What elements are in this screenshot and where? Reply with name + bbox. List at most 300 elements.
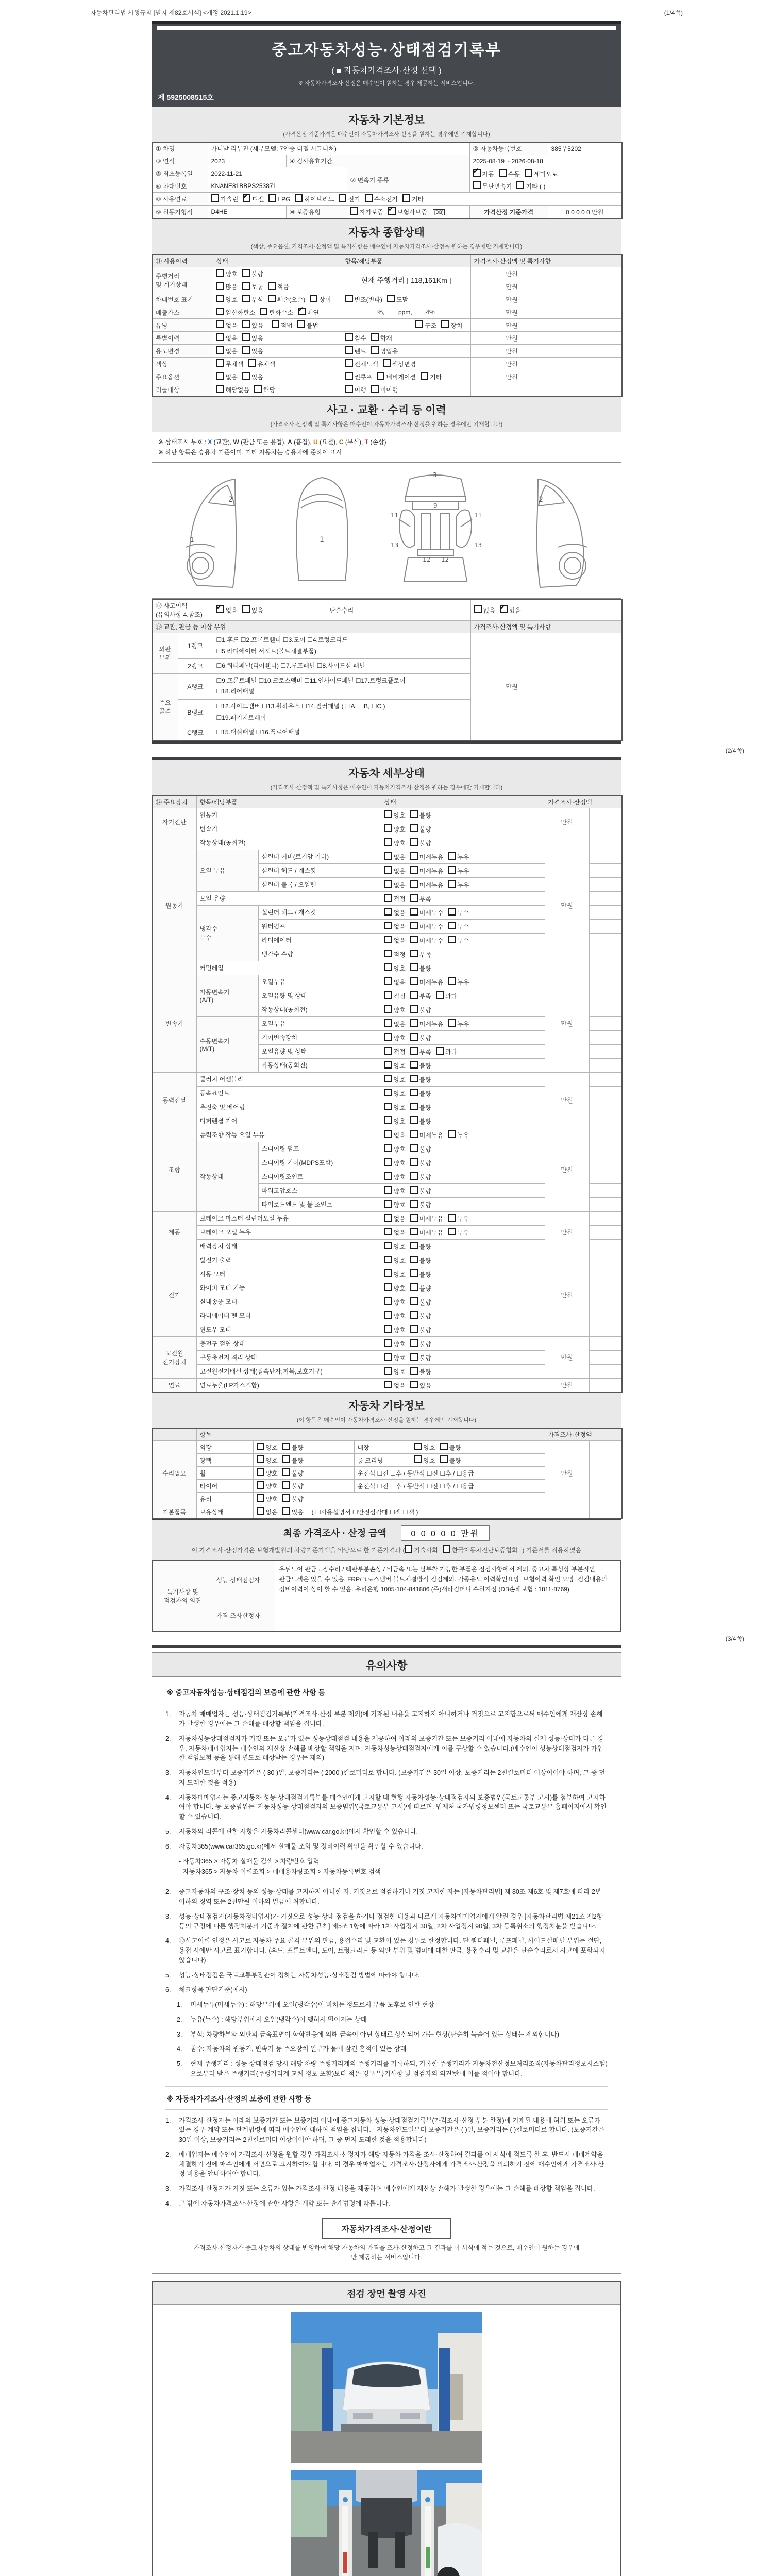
checkbox-icon[interactable] xyxy=(242,333,250,341)
checkbox-icon[interactable] xyxy=(448,1019,456,1027)
checkbox-icon[interactable] xyxy=(384,810,392,818)
checkbox-icon[interactable] xyxy=(410,866,418,874)
checkbox-icon[interactable] xyxy=(410,838,418,846)
checkbox-icon[interactable] xyxy=(384,1116,392,1124)
checkbox-icon[interactable] xyxy=(499,169,507,177)
checkbox-option[interactable]: 양호 xyxy=(384,1116,406,1126)
checkbox-icon[interactable] xyxy=(384,1256,392,1263)
checkbox-icon[interactable] xyxy=(384,1339,392,1347)
checkbox-icon[interactable] xyxy=(448,1228,456,1235)
checkbox-option[interactable]: 구조 xyxy=(415,320,436,330)
checkbox-icon[interactable] xyxy=(410,1172,418,1180)
checkbox-option[interactable]: 미세누유 xyxy=(410,977,443,987)
checkbox-option[interactable]: 자가보증 xyxy=(350,207,383,216)
checkbox-option[interactable]: 미세누유 xyxy=(410,1019,443,1028)
checkbox-icon[interactable] xyxy=(257,1507,264,1515)
checkbox-icon[interactable] xyxy=(410,1019,418,1027)
checkbox-icon[interactable] xyxy=(410,963,418,971)
rank-items[interactable]: ☐15.대쉬패널 ☐16.플로어패널 xyxy=(213,725,470,740)
checkbox-option[interactable]: 불량 xyxy=(410,1103,431,1112)
checkbox-option[interactable]: 적음 xyxy=(268,282,289,291)
frame-number-12b[interactable]: 12 xyxy=(441,556,449,563)
checkbox-icon[interactable] xyxy=(384,880,392,888)
checkbox-option[interactable]: 미세누유 xyxy=(410,1228,443,1237)
checkbox-icon[interactable] xyxy=(268,282,276,290)
checkbox-icon[interactable] xyxy=(384,1075,392,1082)
checkbox-option[interactable]: 불량 xyxy=(282,1443,304,1452)
rank-items[interactable]: ☐12.사이드멤버 ☐13.휠하우스 ☐14.필러패널 ( ☐A, ☐B, ☐C ) ☐19.패키지트레이 xyxy=(213,699,470,725)
price-cell[interactable]: 만원 xyxy=(470,332,553,345)
checkbox-option[interactable]: 불량 xyxy=(410,1061,431,1070)
checkbox-icon[interactable] xyxy=(295,194,303,202)
checkbox-icon[interactable] xyxy=(410,1311,418,1319)
checkbox-icon[interactable] xyxy=(410,1061,418,1069)
checkbox-option[interactable]: 불량 xyxy=(410,1144,431,1154)
checkbox-icon[interactable] xyxy=(345,372,353,380)
checkbox-option[interactable]: 미이행 xyxy=(371,385,398,394)
checkbox-icon[interactable] xyxy=(384,1242,392,1249)
checkbox-icon[interactable] xyxy=(516,181,524,189)
checkbox-icon[interactable] xyxy=(402,194,410,202)
checkbox-icon[interactable] xyxy=(440,1455,448,1463)
checkbox-icon[interactable] xyxy=(387,295,395,302)
checkbox-icon[interactable] xyxy=(216,295,224,302)
checkbox-icon[interactable] xyxy=(410,880,418,888)
checkbox-option[interactable]: 불량 xyxy=(242,269,263,278)
checkbox-option[interactable]: 한국자동차진단보증협회 xyxy=(443,1545,518,1554)
checkbox-option[interactable]: 양호 xyxy=(257,1468,278,1478)
checkbox-option[interactable]: 불량 xyxy=(440,1443,461,1452)
checkbox-option[interactable]: 불량 xyxy=(410,1283,431,1293)
checkbox-option[interactable]: 무채색 xyxy=(216,359,244,368)
checkbox-icon[interactable] xyxy=(410,1269,418,1277)
checkbox-icon[interactable] xyxy=(242,372,250,380)
checkbox-option[interactable]: 썬루프 xyxy=(345,372,373,381)
checkbox-option[interactable]: 변조(변타) xyxy=(345,295,382,304)
price-cell[interactable]: 만원 xyxy=(470,293,553,306)
checkbox-icon[interactable] xyxy=(410,977,418,985)
rank-items[interactable]: ☐6.쿼터패널(리어휀더) ☐7.루프패널 ☐8.사이드실 패널 xyxy=(213,659,470,674)
checkbox-icon[interactable] xyxy=(410,1047,418,1055)
checkbox-icon[interactable] xyxy=(310,295,317,302)
checkbox-icon[interactable] xyxy=(384,866,392,874)
checkbox-option[interactable]: 가솔린 xyxy=(211,194,239,204)
checkbox-icon[interactable] xyxy=(410,1339,418,1347)
checkbox-option[interactable]: 양호 xyxy=(384,1297,406,1307)
checkbox-option[interactable]: 적정 xyxy=(384,1047,406,1056)
checkbox-icon[interactable] xyxy=(448,1214,456,1222)
checkbox-option[interactable]: 양호 xyxy=(257,1455,278,1465)
checkbox-option[interactable]: ✔ 디젤 xyxy=(243,194,264,204)
checkbox-option[interactable]: 양호 xyxy=(384,1256,406,1265)
checkbox-option[interactable]: 없음 xyxy=(384,1130,406,1140)
checkbox-option[interactable]: 있음 xyxy=(242,320,263,330)
checkbox-option[interactable]: 세미오토 xyxy=(525,169,558,178)
checkbox-icon[interactable] xyxy=(242,605,250,613)
checkbox-option[interactable]: 불량 xyxy=(410,1158,431,1167)
checkbox-option[interactable]: 수동 xyxy=(499,169,520,178)
checkbox-option[interactable]: 불량 xyxy=(410,1325,431,1334)
checkbox-option[interactable]: 누수 xyxy=(448,922,469,931)
checkbox-icon[interactable] xyxy=(410,1297,418,1305)
checkbox-icon[interactable] xyxy=(414,1443,422,1450)
checkbox-icon[interactable] xyxy=(410,1228,418,1235)
checkbox-icon[interactable] xyxy=(421,372,428,380)
checkbox-icon[interactable] xyxy=(384,1367,392,1375)
checkbox-option[interactable]: 양호 xyxy=(257,1494,278,1503)
rank-items[interactable]: ☐9.프론트패널 ☐10.크로스멤버 ☐11.인사이드패널 ☐17.트렁크플로어 ☐18.리어패널 xyxy=(213,673,470,699)
checkbox-option[interactable]: 장치 xyxy=(441,320,462,330)
checkbox-icon[interactable] xyxy=(384,1214,392,1222)
checkbox-icon[interactable] xyxy=(384,1033,392,1041)
checkbox-option[interactable]: LPG xyxy=(268,194,290,203)
checkbox-icon[interactable] xyxy=(384,1297,392,1305)
checkbox-option[interactable]: 전체도색 xyxy=(345,359,378,368)
checkbox-icon[interactable] xyxy=(248,359,256,367)
checkbox-option[interactable]: 양호 xyxy=(384,1033,406,1042)
checkbox-option[interactable]: ✔자동 xyxy=(473,169,494,178)
price-cell[interactable]: 만원 xyxy=(545,1128,589,1211)
checkbox-option[interactable]: 일산화탄소 xyxy=(216,308,256,317)
checkbox-option[interactable]: 적정 xyxy=(384,894,406,903)
checkbox-icon[interactable] xyxy=(384,936,392,943)
checkbox-icon[interactable] xyxy=(410,1186,418,1194)
checkbox-option[interactable]: 있음 xyxy=(242,333,263,343)
checkbox-option[interactable]: 없음 xyxy=(216,346,238,355)
basic-items-list[interactable]: ( ☐사용설명서 ☐안전삼각대 ☐잭 ☐잭 ) xyxy=(311,1509,418,1516)
checkbox-option[interactable]: 불량 xyxy=(410,1367,431,1376)
panel-number-2[interactable]: 2 xyxy=(539,496,544,504)
checkbox-icon[interactable] xyxy=(282,1468,290,1476)
checkbox-icon[interactable] xyxy=(345,359,353,367)
checkbox-icon[interactable] xyxy=(441,320,449,328)
appraiser-opinion-text[interactable] xyxy=(275,1599,621,1632)
checkbox-option[interactable]: 불량 xyxy=(282,1468,304,1478)
checkbox-option[interactable]: 양호 xyxy=(384,1269,406,1279)
checkbox-icon[interactable] xyxy=(410,1130,418,1138)
checkbox-icon[interactable] xyxy=(384,1158,392,1166)
checkbox-icon[interactable] xyxy=(410,1089,418,1096)
checkbox-icon[interactable] xyxy=(384,1144,392,1152)
checkbox-icon[interactable] xyxy=(216,359,224,367)
checkbox-option[interactable]: 전기 xyxy=(339,194,360,204)
checkbox-icon[interactable] xyxy=(384,824,392,832)
checkbox-icon[interactable] xyxy=(216,605,224,613)
checkbox-icon[interactable] xyxy=(377,372,384,380)
checkbox-option[interactable]: 적법 xyxy=(272,320,293,330)
checkbox-icon[interactable] xyxy=(345,346,353,354)
checkbox-icon[interactable] xyxy=(384,1172,392,1180)
checkbox-option[interactable]: 부족 xyxy=(410,894,431,903)
checkbox-icon[interactable] xyxy=(371,385,379,393)
checkbox-icon[interactable] xyxy=(410,1256,418,1263)
checkbox-option[interactable]: 미세누유 xyxy=(410,1130,443,1140)
checkbox-icon[interactable] xyxy=(448,880,456,888)
checkbox-icon[interactable] xyxy=(257,1443,264,1450)
checkbox-option[interactable]: 없음 xyxy=(384,1019,406,1028)
checkbox-icon[interactable] xyxy=(410,1144,418,1152)
checkbox-icon[interactable] xyxy=(410,1005,418,1013)
checkbox-icon[interactable] xyxy=(282,1494,290,1502)
checkbox-option[interactable]: 불량 xyxy=(410,1242,431,1251)
checkbox-option[interactable]: 불량 xyxy=(282,1481,304,1490)
checkbox-option[interactable]: 무단변속기 xyxy=(473,181,512,191)
checkbox-option[interactable]: 있음 xyxy=(410,1381,431,1390)
panel-number-1[interactable]: 1 xyxy=(320,536,325,544)
checkbox-icon[interactable] xyxy=(443,1545,450,1553)
checkbox-option[interactable]: 없음 xyxy=(216,320,238,330)
checkbox-icon[interactable] xyxy=(345,295,353,302)
checkbox-option[interactable]: 양호 xyxy=(384,1353,406,1362)
checkbox-option[interactable]: 부족 xyxy=(410,1047,431,1056)
checkbox-option[interactable]: 불량 xyxy=(282,1455,304,1465)
checkbox-option[interactable]: 양호 xyxy=(384,1089,406,1098)
checkbox-option[interactable]: 없음 xyxy=(384,922,406,931)
checkbox-icon[interactable] xyxy=(410,1200,418,1208)
checkbox-icon[interactable] xyxy=(410,824,418,832)
checkbox-option[interactable]: 영업용 xyxy=(371,346,398,355)
checkbox-icon[interactable] xyxy=(384,1047,392,1055)
checkbox-icon[interactable] xyxy=(242,346,250,354)
checkbox-icon[interactable] xyxy=(414,1455,422,1463)
checkbox-option[interactable]: 없음 xyxy=(216,372,238,381)
price-cell[interactable]: 만원 xyxy=(470,267,553,280)
checkbox-option[interactable]: 불량 xyxy=(410,1186,431,1195)
checkbox-option[interactable]: 색상변경 xyxy=(383,359,416,368)
checkbox-option[interactable]: 양호 xyxy=(384,1283,406,1293)
checkbox-option[interactable]: 누유 xyxy=(448,866,469,875)
checkbox-icon[interactable] xyxy=(365,194,373,202)
checkbox-option[interactable]: 양호 xyxy=(384,1075,406,1084)
checkbox-option[interactable]: 불량 xyxy=(410,1075,431,1084)
frame-number-12[interactable]: 12 xyxy=(422,556,431,563)
price-cell[interactable]: 만원 xyxy=(470,370,553,383)
inspection-photo-1[interactable] xyxy=(291,2312,482,2463)
checkbox-icon[interactable] xyxy=(257,1468,264,1476)
checkbox-option[interactable]: 양호 xyxy=(414,1443,435,1452)
frame-number-9[interactable]: 9 xyxy=(433,502,438,510)
price-cell[interactable]: 만원 xyxy=(545,808,589,836)
checkbox-option[interactable]: 누수 xyxy=(448,908,469,917)
checkbox-icon[interactable] xyxy=(242,282,250,290)
price-cell[interactable]: 만원 xyxy=(470,633,553,740)
checkbox-option[interactable]: 보통 xyxy=(242,282,263,291)
checkbox-option[interactable]: 과다 xyxy=(436,1047,457,1056)
checkbox-icon[interactable] xyxy=(242,295,250,302)
checkbox-option[interactable]: 미세누수 xyxy=(410,936,443,945)
checkbox-icon[interactable] xyxy=(448,908,456,916)
checkbox-icon[interactable] xyxy=(384,1353,392,1361)
checkbox-icon[interactable] xyxy=(440,1443,448,1450)
checkbox-icon[interactable] xyxy=(384,894,392,902)
checkbox-icon[interactable] xyxy=(500,605,508,613)
checkbox-option[interactable]: 탄화수소 xyxy=(260,308,293,317)
checkbox-option[interactable]: 불량 xyxy=(410,1256,431,1265)
checkbox-option[interactable]: 해당 xyxy=(254,385,275,394)
checkbox-option[interactable]: ✔ 매연 xyxy=(298,308,319,317)
checkbox-option[interactable]: 불량 xyxy=(410,1339,431,1348)
checkbox-option[interactable]: 불량 xyxy=(410,838,431,848)
price-cell[interactable]: 만원 xyxy=(470,319,553,332)
checkbox-option[interactable]: 있음 xyxy=(242,372,263,381)
checkbox-option[interactable]: 불량 xyxy=(410,1033,431,1042)
checkbox-option[interactable]: 누유 xyxy=(448,977,469,987)
checkbox-option[interactable]: 부식 xyxy=(242,295,263,304)
checkbox-icon[interactable] xyxy=(436,1047,444,1055)
checkbox-icon[interactable] xyxy=(448,866,456,874)
checkbox-icon[interactable] xyxy=(410,1242,418,1249)
panel-number-1[interactable]: 1 xyxy=(190,536,194,544)
checkbox-option[interactable]: 네비게이션 xyxy=(377,372,416,381)
checkbox-option[interactable]: 없음 xyxy=(384,1228,406,1237)
checkbox-option[interactable]: 이행 xyxy=(345,385,366,394)
checkbox-icon[interactable] xyxy=(384,1283,392,1291)
checkbox-icon[interactable] xyxy=(473,169,481,177)
checkbox-option[interactable]: 없음 xyxy=(384,1381,406,1390)
checkbox-option[interactable]: 불량 xyxy=(410,1353,431,1362)
checkbox-option[interactable]: 양호 xyxy=(414,1455,435,1465)
checkbox-icon[interactable] xyxy=(260,308,267,315)
checkbox-option[interactable]: 불량 xyxy=(282,1494,304,1503)
checkbox-option[interactable]: 상이 xyxy=(310,295,331,304)
checkbox-icon[interactable] xyxy=(297,320,305,328)
checkbox-option[interactable]: 기타 xyxy=(402,194,424,204)
frame-number-3[interactable]: 3 xyxy=(432,471,437,479)
checkbox-icon[interactable] xyxy=(216,320,224,328)
checkbox-icon[interactable] xyxy=(384,1061,392,1069)
checkbox-option[interactable]: 있음 xyxy=(242,346,263,355)
checkbox-option[interactable]: 양호 xyxy=(384,1186,406,1195)
price-cell[interactable]: 만원 xyxy=(545,836,589,975)
checkbox-icon[interactable] xyxy=(384,922,392,929)
price-cell[interactable]: 만원 xyxy=(545,1253,589,1336)
checkbox-option[interactable]: 불량 xyxy=(410,1269,431,1279)
checkbox-icon[interactable] xyxy=(410,1116,418,1124)
checkbox-icon[interactable] xyxy=(384,977,392,985)
price-cell[interactable]: 만원 xyxy=(470,358,553,370)
checkbox-icon[interactable] xyxy=(410,1158,418,1166)
checkbox-icon[interactable] xyxy=(384,1089,392,1096)
checkbox-icon[interactable] xyxy=(216,308,224,315)
checkbox-option[interactable]: 없음 xyxy=(474,605,495,615)
checkbox-option[interactable]: 없음 xyxy=(384,880,406,889)
frame-number-11[interactable]: 11 xyxy=(390,512,399,519)
checkbox-option[interactable]: 누유 xyxy=(448,1228,469,1237)
checkbox-option[interactable]: 적정 xyxy=(384,991,406,1001)
frame-number-13b[interactable]: 13 xyxy=(474,541,482,549)
checkbox-icon[interactable] xyxy=(383,359,391,367)
wheel-positions[interactable]: 운전석 ☐전 ☐후 / 동반석 ☐전 ☐후 / ☐응급 xyxy=(354,1467,545,1480)
checkbox-icon[interactable] xyxy=(242,320,250,328)
checkbox-icon[interactable] xyxy=(410,936,418,943)
checkbox-icon[interactable] xyxy=(384,1019,392,1027)
checkbox-icon[interactable] xyxy=(410,810,418,818)
checkbox-option[interactable]: 누유 xyxy=(448,1130,469,1140)
checkbox-icon[interactable] xyxy=(272,320,279,328)
checkbox-icon[interactable] xyxy=(448,1130,456,1138)
checkbox-icon[interactable] xyxy=(410,894,418,902)
checkbox-icon[interactable] xyxy=(384,1325,392,1333)
checkbox-icon[interactable] xyxy=(384,1269,392,1277)
checkbox-icon[interactable] xyxy=(474,605,482,613)
checkbox-icon[interactable] xyxy=(268,295,276,302)
checkbox-icon[interactable] xyxy=(410,1103,418,1110)
checkbox-option[interactable]: 도말 xyxy=(387,295,408,304)
checkbox-icon[interactable] xyxy=(384,1381,392,1388)
checkbox-option[interactable]: 부족 xyxy=(410,950,431,959)
checkbox-icon[interactable] xyxy=(384,950,392,957)
checkbox-option[interactable]: 적정 xyxy=(384,950,406,959)
checkbox-option[interactable]: 없음 xyxy=(384,1214,406,1223)
checkbox-icon[interactable] xyxy=(448,936,456,943)
checkbox-icon[interactable] xyxy=(242,269,250,277)
checkbox-icon[interactable] xyxy=(436,991,444,999)
checkbox-icon[interactable] xyxy=(345,333,353,341)
checkbox-icon[interactable] xyxy=(257,1455,264,1463)
checkbox-icon[interactable] xyxy=(410,950,418,957)
checkbox-icon[interactable] xyxy=(448,852,456,860)
checkbox-icon[interactable] xyxy=(339,194,346,202)
checkbox-option[interactable]: 많음 xyxy=(216,282,238,291)
checkbox-option[interactable]: 누수 xyxy=(448,936,469,945)
checkbox-icon[interactable] xyxy=(257,1481,264,1489)
rank-items[interactable]: ☐1.후드 ☐2.프론트휀더 ☐3.도어 ☐4.트렁크리드 ☐5.라디에이터 서포트(볼트체결부품) xyxy=(213,633,470,659)
checkbox-icon[interactable] xyxy=(216,333,224,341)
checkbox-option[interactable]: 양호 xyxy=(384,1311,406,1320)
checkbox-option[interactable]: 불량 xyxy=(410,1311,431,1320)
checkbox-icon[interactable] xyxy=(216,269,224,277)
checkbox-icon[interactable] xyxy=(384,1130,392,1138)
checkbox-icon[interactable] xyxy=(282,1481,290,1489)
frame-number-11b[interactable]: 11 xyxy=(474,512,482,519)
checkbox-icon[interactable] xyxy=(384,908,392,916)
checkbox-option[interactable]: 양호 xyxy=(384,1325,406,1334)
checkbox-option[interactable]: 기타 ( ) xyxy=(516,181,545,191)
checkbox-option[interactable]: 양호 xyxy=(384,1103,406,1112)
checkbox-icon[interactable] xyxy=(410,1075,418,1082)
price-cell[interactable]: 만원 xyxy=(545,1072,589,1128)
frame-number-13[interactable]: 13 xyxy=(390,541,399,549)
checkbox-option[interactable]: 미세누유 xyxy=(410,880,443,889)
checkbox-icon[interactable] xyxy=(410,922,418,929)
checkbox-option[interactable]: 양호 xyxy=(384,1144,406,1154)
price-cell[interactable]: 만원 xyxy=(545,1378,589,1392)
checkbox-option[interactable]: 불량 xyxy=(410,1297,431,1307)
checkbox-option[interactable]: 하이브리드 xyxy=(295,194,334,204)
checkbox-option[interactable]: 미세누수 xyxy=(410,922,443,931)
checkbox-icon[interactable] xyxy=(254,385,262,393)
checkbox-option[interactable]: 화재 xyxy=(371,333,392,343)
checkbox-icon[interactable] xyxy=(410,1325,418,1333)
checkbox-option[interactable]: 부족 xyxy=(410,991,431,1001)
checkbox-option[interactable]: 누유 xyxy=(448,1214,469,1223)
checkbox-option[interactable]: 수소전기 xyxy=(365,194,398,204)
price-cell[interactable]: 만원 xyxy=(545,1441,589,1505)
panel-number-2[interactable]: 2 xyxy=(228,496,233,504)
checkbox-icon[interactable] xyxy=(448,977,456,985)
price-cell[interactable]: 만원 xyxy=(545,1336,589,1378)
checkbox-icon[interactable] xyxy=(211,194,219,202)
checkbox-icon[interactable] xyxy=(410,991,418,999)
checkbox-option[interactable]: 누유 xyxy=(448,852,469,861)
checkbox-icon[interactable] xyxy=(282,1443,290,1450)
checkbox-option[interactable]: 유채색 xyxy=(248,359,275,368)
checkbox-icon[interactable] xyxy=(384,963,392,971)
checkbox-option[interactable]: 불량 xyxy=(410,824,431,834)
checkbox-icon[interactable] xyxy=(257,1494,264,1502)
checkbox-icon[interactable] xyxy=(298,308,306,315)
checkbox-option[interactable]: 과다 xyxy=(436,991,457,1001)
